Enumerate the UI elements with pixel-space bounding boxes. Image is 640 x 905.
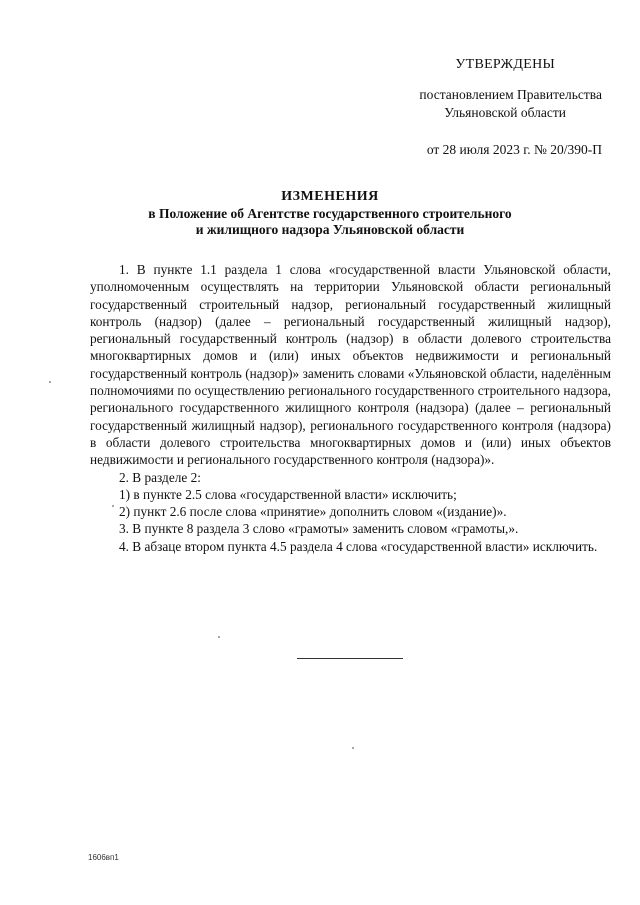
paragraph-4: 4. В абзаце втором пункта 4.5 раздела 4 слова «государственной власти» исключить. — [119, 538, 598, 554]
document-title — [90, 189, 570, 239]
resolution-line-2: Ульяновской области — [444, 105, 566, 120]
paragraph-3: 3. В пункте 8 раздела 3 слово «грамоты» заменить словом «грамоты,». — [119, 521, 519, 537]
resolution-date-number: от 28 июля 2023 г. № 20/390-П — [426, 142, 602, 157]
document-body — [90, 261, 611, 555]
scan-speck — [352, 747, 354, 749]
approved-label: УТВЕРЖДЕНЫ — [455, 57, 555, 72]
end-rule — [297, 658, 403, 659]
paragraph-1: 1. В пункте 1.1 раздела 1 слова «государственной власти Ульяновской области, уполномоченным осуществлять на территории Ульяновской области региональный государственный строительный надзор, региональный государственный жилищный контроль (надзор) (далее – региональный государственный жилищный надзор), региональный государственный контроль (надзор) в области долевого строительства многоквартирных домов и (или) иных объектов недвижимости и региональный государственный контроль (надзор)» заменить словами «Ульяновской области, наделённым полномочиями по осуществлению регионального государственного строительного надзора, регионального государственного жилищного контроля (надзора) (далее – региональный государственный жилищный надзор), регионального государственного контроля (надзора) в области долевого строительства многоквартирных домов и (или) иных объектов недвижимости и регионального государственного контроля (надзора)». — [90, 262, 611, 468]
title-subtitle-line-2: и жилищного надзора Ульяновской области — [195, 222, 465, 237]
title-subtitle-line-1: в Положение об Агентстве государственного строительного — [148, 205, 512, 221]
scan-speck — [112, 505, 114, 507]
paragraph-2-1: 1) в пункте 2.5 слова «государственной власти» исключить; — [119, 486, 457, 502]
paragraph-2-2: 2) пункт 2.6 после слова «принятие» дополнить словом «(издание)». — [119, 504, 507, 520]
scan-speck — [49, 381, 51, 383]
paragraph-2: 2. В разделе 2: — [119, 469, 201, 485]
footer-code: 1606вп1 — [88, 853, 119, 862]
scan-speck — [218, 636, 220, 638]
title-heading: ИЗМЕНЕНИЯ — [281, 189, 379, 204]
resolution-line-1: постановлением Правительства — [419, 87, 602, 102]
